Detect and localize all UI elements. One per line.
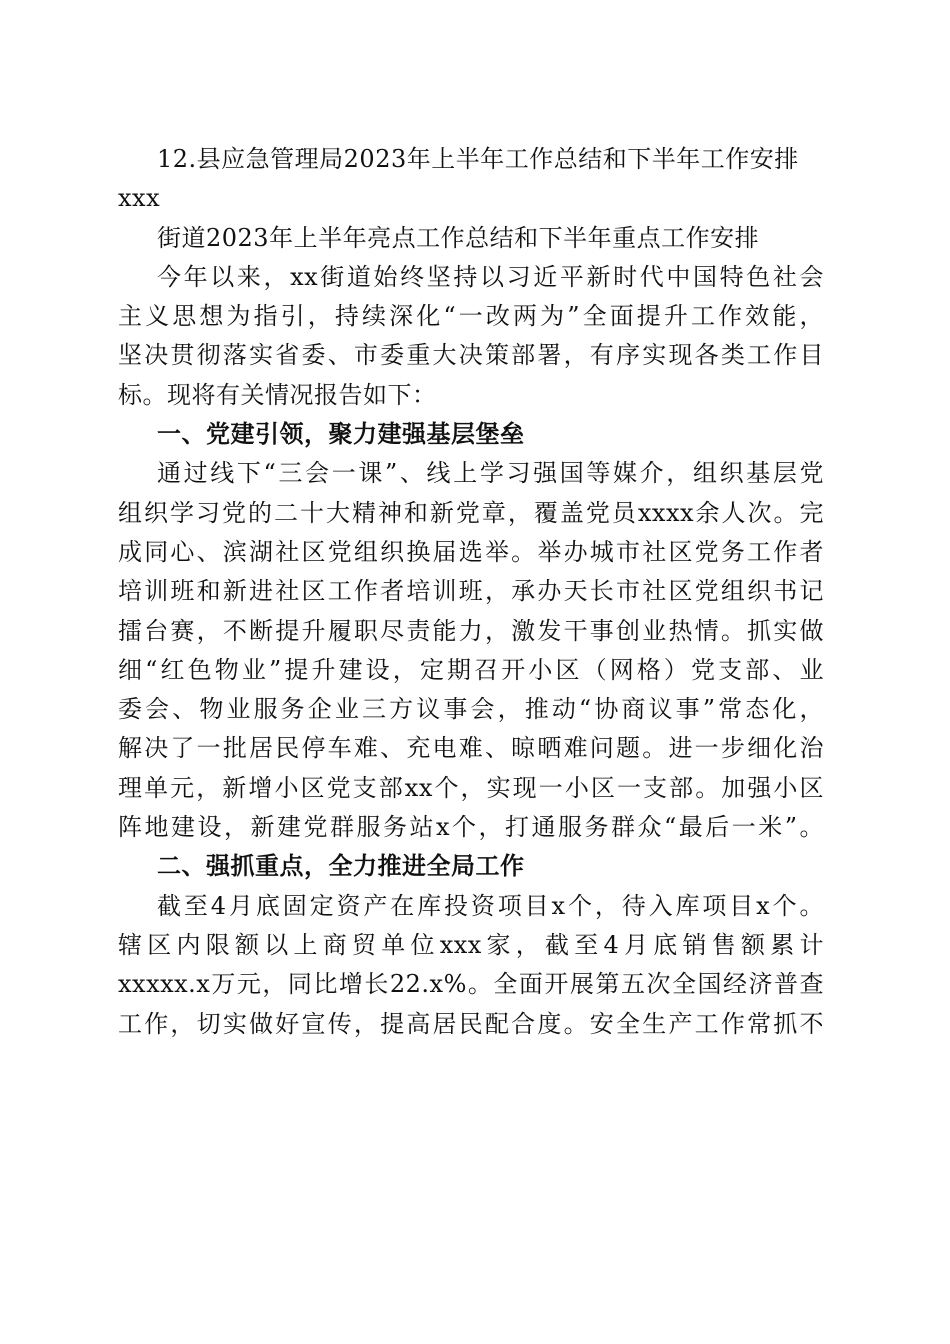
- document-title: 12.县应急管理局2023年上半年工作总结和下半年工作安排: [157, 145, 799, 173]
- section1-paragraph-line: 细“红色物业”提升建设，定期召开小区（网格）党支部、业: [118, 655, 824, 684]
- section1-paragraph-line: 擂台赛，不断提升履职尽责能力，激发干事创业热情。抓实做: [118, 616, 824, 645]
- document-page: [118, 140, 824, 1044]
- section1-paragraph-line: 组织学习党的二十大精神和新党章，覆盖党员xxxx余人次。完: [118, 498, 824, 527]
- section1-paragraph-line: 通过线下“三会一课”、线上学习强国等媒介，组织基层党: [157, 459, 824, 488]
- intro-paragraph-line: 标。现将有关情况报告如下：: [118, 380, 437, 409]
- author-line: xxx: [118, 184, 161, 213]
- section1-paragraph-line: 理单元，新增小区党支部xx个，实现一小区一支部。加强小区: [118, 773, 824, 802]
- section2-paragraph-line: xxxxx.x万元，同比增长22.x%。全面开展第五次全国经济普查: [118, 970, 824, 999]
- intro-paragraph-line: 今年以来，xx街道始终坚持以习近平新时代中国特色社会: [157, 262, 824, 291]
- section-heading-1: 一、党建引领，聚力建强基层堡垒: [157, 420, 525, 449]
- section1-paragraph-line: 阵地建设，新建党群服务站x个，打通服务群众“最后一米”。: [118, 813, 824, 842]
- document-subtitle: 街道2023年上半年亮点工作总结和下半年重点工作安排: [157, 223, 760, 252]
- section1-paragraph-line: 委会、物业服务企业三方议事会，推动“协商议事”常态化，: [118, 695, 824, 724]
- section1-paragraph-line: 成同心、滨湖社区党组织换届选举。举办城市社区党务工作者: [118, 537, 824, 566]
- section1-paragraph-line: 解决了一批居民停车难、充电难、晾晒难问题。进一步细化治: [118, 734, 824, 763]
- section2-paragraph-line: 截至4月底固定资产在库投资项目x个，待入库项目x个。: [157, 891, 824, 920]
- section2-paragraph-line: 工作，切实做好宣传，提高居民配合度。安全生产工作常抓不: [118, 1009, 824, 1038]
- section1-paragraph-line: 培训班和新进社区工作者培训班，承办天长市社区党组织书记: [118, 577, 824, 606]
- section2-paragraph-line: 辖区内限额以上商贸单位xxx家，截至4月底销售额累计: [118, 930, 824, 959]
- section-heading-2: 二、强抓重点，全力推进全局工作: [157, 852, 525, 881]
- intro-paragraph-line: 主义思想为指引，持续深化“一改两为”全面提升工作效能，: [118, 302, 824, 331]
- intro-paragraph-line: 坚决贯彻落实省委、市委重大决策部署，有序实现各类工作目: [118, 341, 824, 370]
